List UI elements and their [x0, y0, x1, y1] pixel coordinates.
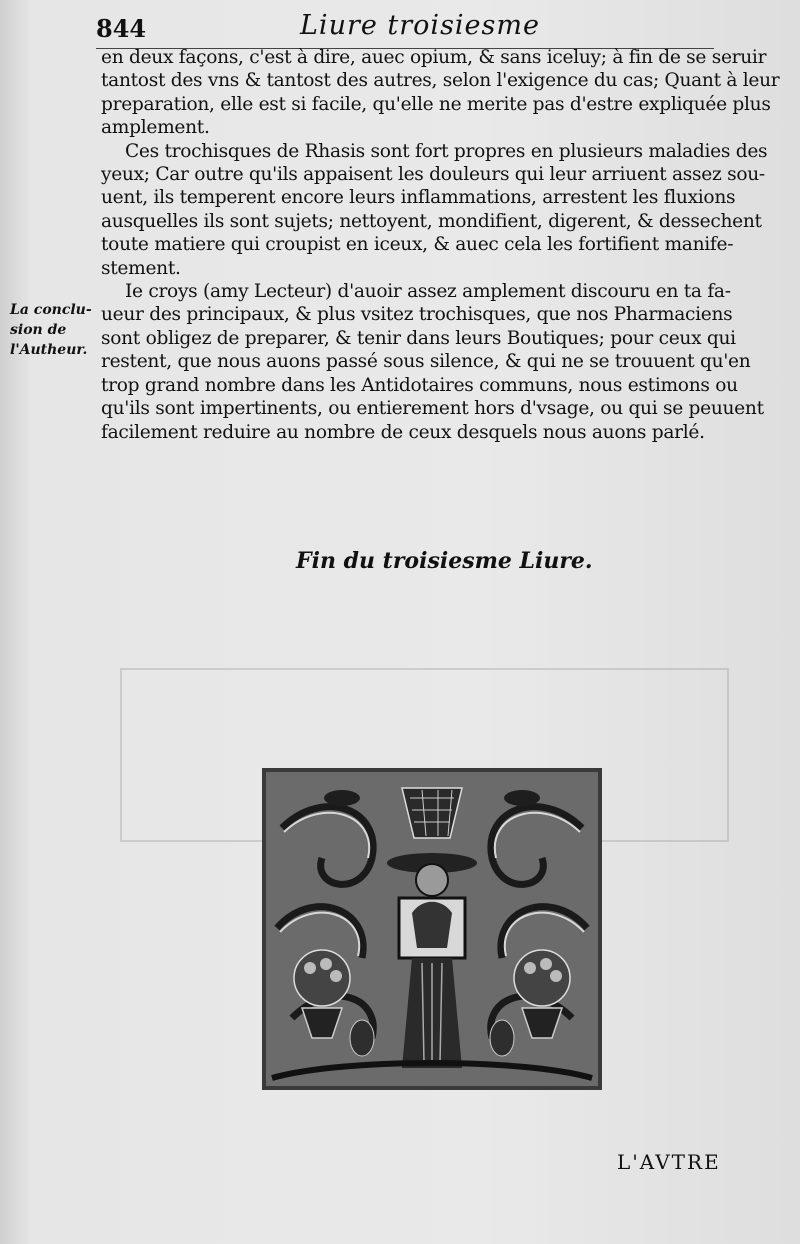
text-line: sont obligez de preparer, & tenir dans leurs Boutiques; pour ceux qui: [101, 327, 736, 349]
catchword: L'AVTRE: [617, 1150, 721, 1174]
woodcut-ornament: [262, 768, 602, 1090]
text-line: toute matiere qui croupist en iceux, & auec cela les fortifient manife-: [101, 234, 734, 256]
text-line: qu'ils sont impertinents, ou entierement hors d'vsage, ou qui se peuuent: [101, 398, 764, 420]
text-line: tantost des vns & tantost des autres, selon l'exigence du cas; Quant à leur: [101, 70, 780, 92]
margin-note-line: sion de: [10, 322, 67, 338]
text-line: ausquelles ils sont sujets; nettoyent, mondifient, digerent, & dessechent: [101, 210, 762, 232]
text-line: restent, que nous auons passé sous silence, & qui ne se trouuent qu'en: [101, 351, 751, 373]
text-line: uent, ils temperent encore leurs inflammations, arrestent les fluxions: [101, 187, 736, 209]
text-line: en deux façons, c'est à dire, auec opium, & sans iceluy; à fin de se seruir: [101, 47, 767, 68]
text-line: facilement reduire au nombre de ceux desquels nous auons parlé.: [101, 421, 705, 443]
margin-note-line: La conclu-: [10, 302, 92, 318]
page-number: 844: [96, 14, 147, 43]
body-text: [101, 46, 780, 444]
text-line: yeux; Car outre qu'ils appaisent les douleurs qui leur arriuent assez sou-: [101, 164, 765, 186]
explicit-title: Fin du troisiesme Liure.: [296, 548, 593, 574]
margin-note: [10, 300, 100, 360]
running-head: Liure troisiesme: [300, 10, 540, 41]
text-line: amplement.: [101, 117, 210, 139]
text-line: Ie croys (amy Lecteur) d'auoir assez amplement discouru en ta fa-: [125, 281, 731, 303]
text-line: stement.: [101, 257, 181, 279]
margin-note-line: l'Autheur.: [10, 342, 88, 358]
text-line: trop grand nombre dans les Antidotaires communs, nous estimons ou: [101, 374, 738, 396]
text-line: ueur des principaux, & plus vsitez trochisques, que nos Pharmaciens: [101, 304, 733, 326]
text-line: preparation, elle est si facile, qu'elle ne merite pas d'estre expliquée plus: [101, 93, 771, 115]
text-line: Ces trochisques de Rhasis sont fort propres en plusieurs maladies des: [125, 140, 768, 162]
